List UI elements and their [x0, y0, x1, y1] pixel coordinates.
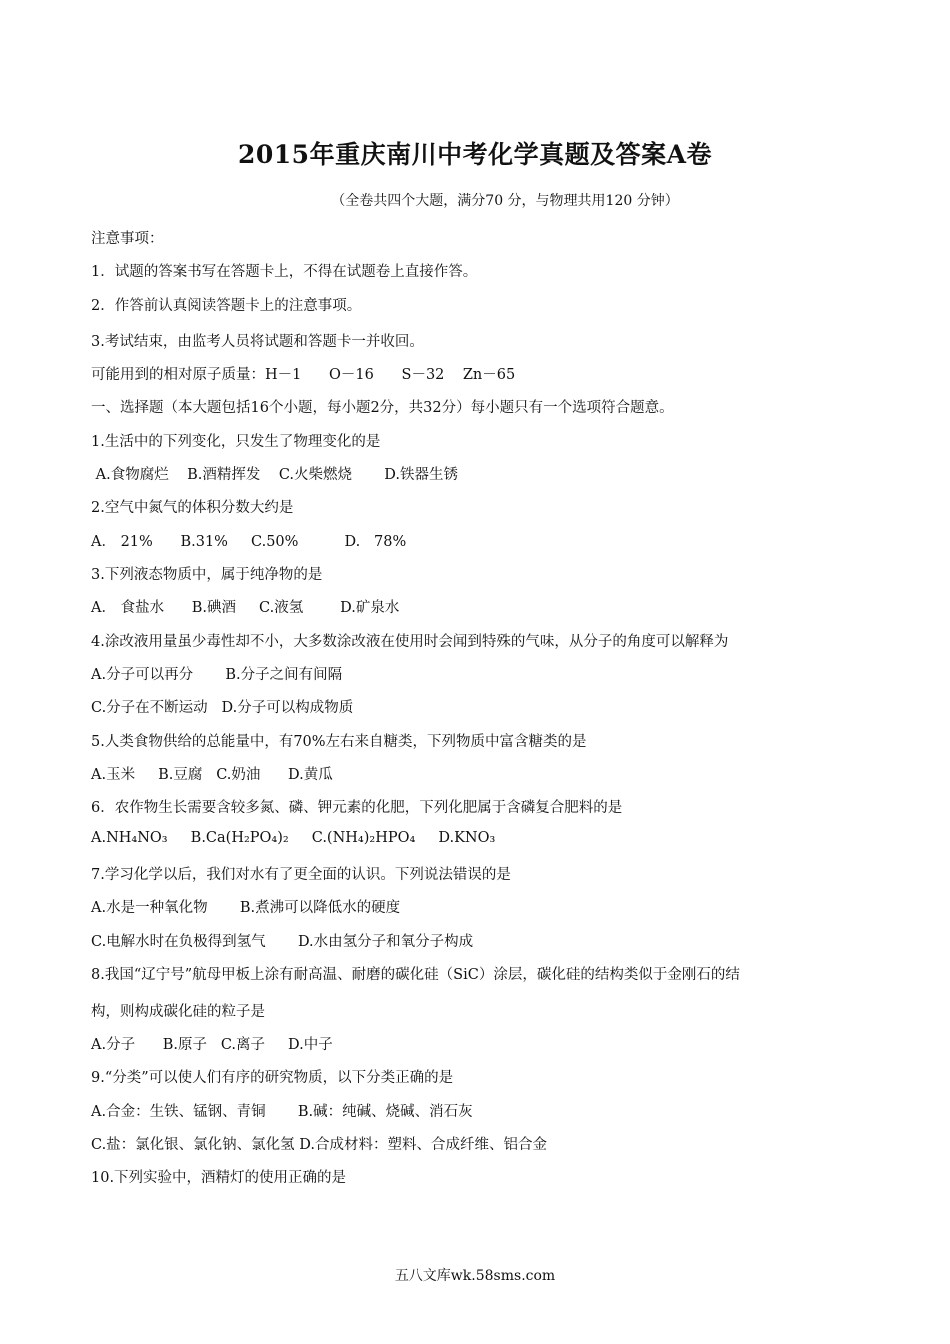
text-line: 2．作答前认真阅读答题卡上的注意事项。 — [91, 298, 362, 314]
text-line: 7.学习化学以后，我们对水有了更全面的认识。下列说法错误的是 — [91, 867, 511, 883]
text-line: 5.人类食物供给的总能量中，有70%左右来自糖类，下列物质中富含糖类的是 — [91, 734, 587, 750]
text-line: 1.生活中的下列变化，只发生了物理变化的是 — [91, 434, 381, 450]
text-line: 4.涂改液用量虽少毒性却不小，大多数涂改液在使用时会闻到特殊的气味，从分子的角度可以解释为 — [91, 634, 729, 650]
text-line: 6．农作物生长需要含较多氮、磷、钾元素的化肥，下列化肥属于含磷复合肥料的是 — [91, 800, 623, 816]
text-line: 注意事项： — [91, 231, 164, 247]
text-line: 可能用到的相对原子质量：H－1 O－16 S－32 Zn－65 — [91, 367, 516, 383]
text-line: C.分子在不断运动 D.分子可以构成物质 — [91, 700, 354, 716]
text-line: 9.“分类”可以使人们有序的研究物质，以下分类正确的是 — [91, 1070, 454, 1086]
text-line: 3.下列液态物质中，属于纯净物的是 — [91, 567, 323, 583]
text-line: 2.空气中氮气的体积分数大约是 — [91, 500, 294, 516]
text-line: A.NH₄NO₃ B.Ca(H₂PO₄)₂ C.(NH₄)₂HPO₄ D.KNO₃ — [91, 830, 496, 846]
page-title: 2015年重庆南川中考化学真题及答案A卷 — [238, 140, 712, 169]
text-line: A． 食盐水 B.碘酒 C.液氢 D.矿泉水 — [91, 600, 400, 616]
page-footer: 五八文库wk.58sms.com — [394, 1268, 556, 1284]
text-line: A.分子 B.原子 C.离子 D.中子 — [91, 1037, 333, 1053]
text-line: 3.考试结束，由监考人员将试题和答题卡一并收回。 — [91, 334, 424, 350]
exam-subtitle: （全卷共四个大题，满分70 分，与物理共用120 分钟） — [331, 193, 679, 209]
text-line: A.水是一种氧化物 B.煮沸可以降低水的硬度 — [91, 900, 401, 916]
text-line: A.食物腐烂 B.酒精挥发 C.火柴燃烧 D.铁器生锈 — [91, 467, 458, 483]
text-line: C.电解水时在负极得到氢气 D.水由氢分子和氧分子构成 — [91, 934, 474, 950]
text-line: A.合金：生铁、锰钢、青铜 B.碱：纯碱、烧碱、消石灰 — [91, 1104, 473, 1120]
text-line: A.分子可以再分 B.分子之间有间隔 — [91, 667, 343, 683]
text-line: A． 21% B.31% C.50% D. 78% — [91, 534, 407, 550]
text-line: 10.下列实验中，酒精灯的使用正确的是 — [91, 1170, 347, 1186]
text-line: 构，则构成碳化硅的粒子是 — [91, 1004, 265, 1020]
text-line: C.盐：氯化银、氯化钠、氯化氢 D.合成材料：塑料、合成纤维、铝合金 — [91, 1137, 548, 1153]
text-line: A.玉米 B.豆腐 C.奶油 D.黄瓜 — [91, 767, 333, 783]
text-line: 8.我国“辽宁号”航母甲板上涂有耐高温、耐磨的碳化硅（SiC）涂层，碳化硅的结构类似于金刚石的结 — [91, 967, 740, 983]
text-line: 1．试题的答案书写在答题卡上，不得在试题卷上直接作答。 — [91, 264, 478, 280]
text-line: 一、选择题（本大题包括16个小题，每小题2分，共32分）每小题只有一个选项符合题意。 — [91, 400, 674, 416]
